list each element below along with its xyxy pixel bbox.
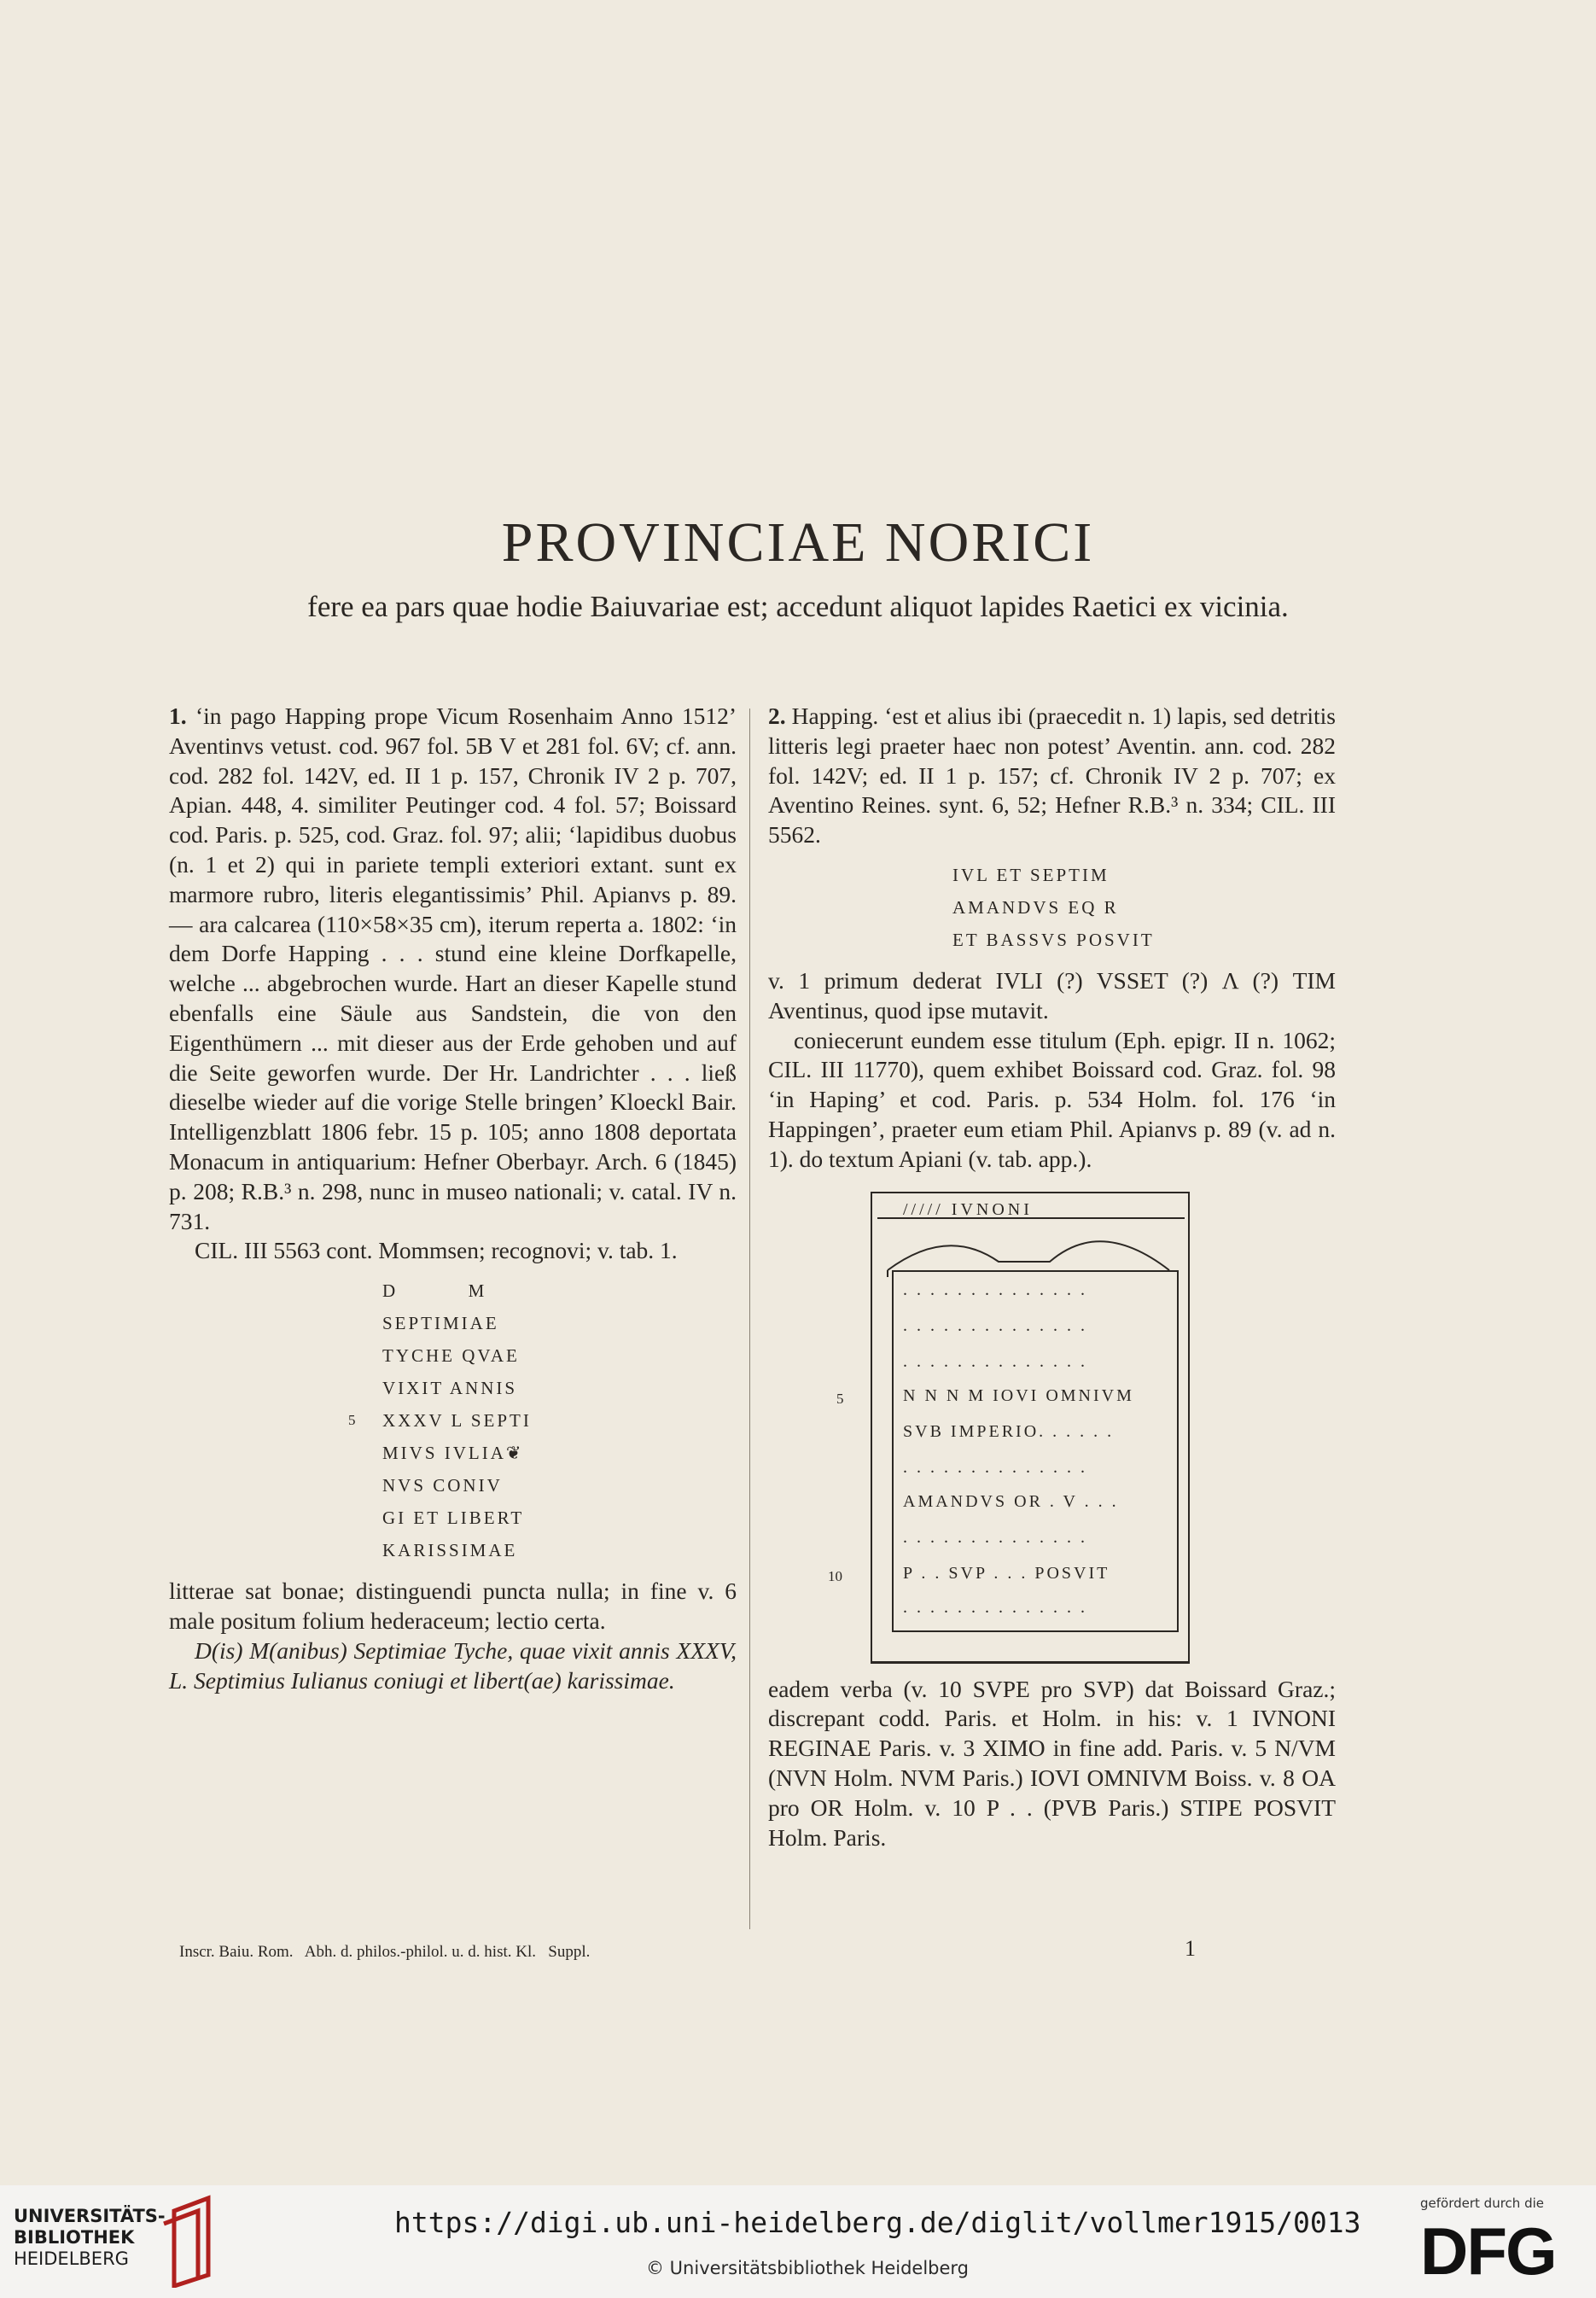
library-name-line-3: HEIDELBERG [14, 2248, 129, 2269]
dfg-logo[interactable]: DFG [1420, 2213, 1556, 2289]
altar-line: . . . . . . . . . . . . . . [903, 1457, 1087, 1477]
entry-1-number: 1. [169, 703, 187, 729]
inscription-2-line: AMANDVS EQ R [952, 896, 1119, 918]
altar-line: P . . SVP . . . POSVIT [903, 1563, 1110, 1583]
permalink-url[interactable]: https://digi.ub.uni-heidelberg.de/diglit/vollmer1915/0013 [394, 2206, 1361, 2239]
inscription-2-line: IVL ET SEPTIM [952, 864, 1110, 885]
altar-sketch [768, 1192, 1336, 1670]
left-column [169, 702, 737, 1695]
entry-2-note: v. 1 primum dederat IVLI (?) VSSET (?) Λ (?) TIM Aventinus, quod ipse mutavit. [768, 966, 1336, 1024]
inscription-1-line: KARISSIMAE [382, 1540, 518, 1561]
inscription-1-line: NVS CONIV [382, 1475, 503, 1496]
inscription-1-line: D M [382, 1280, 487, 1302]
page-subtitle: fere ea pars quae hodie Baiuvariae est; accedunt aliquot lapides Raetici ex vicinia. [307, 590, 1289, 623]
altar-line: SVB IMPERIO. . . . . . [903, 1421, 1115, 1441]
altar-line: . . . . . . . . . . . . . . [903, 1597, 1087, 1617]
entry-2-commentary: coniecerunt eundem esse titulum (Eph. epigr. II n. 1062; CIL. III 11770), quem exhibet Boissard cod. Graz. fol. 98 ‘in Haping’ et cod. Paris. p. 534 Holm. fol. 176 ‘in Happingen’, praeter eum etiam Phil. Apianvs p. 89 (v. ad n. 1). do textum Apiani (v. tab. app.). [768, 1026, 1336, 1172]
entry-1-commentary: litterae sat bonae; distinguendi puncta nulla; in fine v. 6 male positum folium hederaceum; lectio certa. [169, 1578, 737, 1634]
entry-1-transcription: D(is) M(anibus) Septimiae Tyche, quae vixit annis XXXV, L. Septimius Iulianus coniugi et libert(ae) karissimae. [169, 1636, 737, 1694]
altar-line: . . . . . . . . . . . . . . [903, 1315, 1087, 1335]
line-number: 5 [348, 1412, 356, 1429]
inscription-1-line: MIVS IVLIA❦ [382, 1443, 524, 1464]
altar-line: . . . . . . . . . . . . . . [903, 1280, 1087, 1299]
entry-2-text [768, 702, 1336, 850]
inscription-1-line: XXXV L SEPTI [382, 1410, 532, 1432]
entry-2-variants: eadem verba (v. 10 SVPE pro SVP) dat Boissard Graz.; discrepant codd. Paris. et Holm. in his: v. 1 IVNONI REGINAE Paris. v. 3 XIMO in fine add. Paris. v. 5 N/VM (NVN Holm. NVM Paris.) IOVI OMNIVM Boiss. v. 8 OA pro OR Holm. v. 10 P . . (PVB Paris.) STIPE POSVIT Holm. Paris. [768, 1675, 1336, 1851]
entry-1-body: ‘in pago Happing prope Vicum Rosenhaim Anno 1512’ Aventinvs vetust. cod. 967 fol. 5B V et 281 fol. 6V; cf. ann. cod. 282 fol. 142V, ed. II 1 p. 157, Chronik IV 2 p. 707, Apian. 448, 4. similiter Peutinger cod. 4 fol. 57; Boissard cod. Paris. p. 525, cod. Graz. fol. 97; alii; ‘lapidibus duobus (n. 1 et 2) qui in pariete templi exteriori extant. sunt ex marmore rubro, literis elegantissimis’ Phil. Apianvs p. 89. — ara calcarea (110×58×35 cm), iterum reperta a. 1802: ‘in dem Dorfe Happing . . . stund eine kleine Dorfkapelle, welche ... abgebrochen wurde. Hart an dieser Kapelle stund ebenfalls eine Säule aus Sandstein, die von den Eigenthümern ... mit dieser aus der Erde gehoben und auf die Seite geworfen wurde. Der Hr. Landrichter . . . ließ dieselbe wieder auf die vorige Stelle bringen’ Kloeckl Bair. Intelligenzblatt 1806 febr. 15 p. 105; anno 1808 deportata Monacum in antiquarium: Hefner Oberbayr. Arch. 6 (1845) p. 208; R.B.³ n. 298, nunc in museo nationali; v. catal. IV n. 731. [169, 703, 737, 1234]
inscription-1-line-5 [348, 1404, 737, 1437]
inscription-1 [348, 1274, 737, 1566]
library-emblem-icon [157, 2194, 225, 2288]
entry-1-cil: CIL. III 5563 cont. Mommsen; recognovi; v. tab. 1. [195, 1237, 678, 1264]
inscription-1-line: SEPTIMIAE [382, 1313, 499, 1334]
funding-label: gefördert durch die [1420, 2196, 1544, 2211]
column-divider [749, 709, 750, 1929]
inscription-2 [952, 859, 1336, 956]
inscription-1-line: GI ET LIBERT [382, 1508, 525, 1529]
viewer-footer-bar [0, 2185, 1596, 2298]
copyright-notice: © Universitätsbibliothek Heidelberg [646, 2258, 970, 2278]
page-title: PROVINCIAE NORICI [501, 511, 1095, 574]
altar-line: N N N M IOVI OMNIVM [903, 1385, 1134, 1405]
altar-line: . . . . . . . . . . . . . . [903, 1527, 1087, 1547]
altar-line-number: 5 [836, 1390, 844, 1407]
inscription-1-line: VIXIT ANNIS [382, 1378, 518, 1399]
library-name-line-1: UNIVERSITÄTS- [14, 2206, 166, 2226]
right-column [768, 702, 1336, 1852]
inscription-1-line: TYCHE QVAE [382, 1345, 520, 1367]
entry-2-body: Happing. ‘est et alius ibi (praecedit n. 1) lapis, sed detritis litteris legi praeter haec non potest’ Aventin. ann. cod. 282 fol. 142V; ed. II 1 p. 157; cf. Chronik IV 2 p. 707; ex Aventino Reines. synt. 6, 52; Hefner R.B.³ n. 334; CIL. III 5562. [768, 703, 1336, 849]
inscription-2-line: ET BASSVS POSVIT [952, 929, 1155, 950]
page-footer: Inscr. Baiu. Rom. Abh. d. philos.-philol. u. d. hist. Kl. Suppl. [179, 1943, 591, 1961]
altar-top-inscription: ///// IVNONI [903, 1199, 1033, 1219]
altar-line: AMANDVS OR . V . . . [903, 1491, 1119, 1511]
page-number: 1 [1185, 1936, 1196, 1961]
ub-heidelberg-logo[interactable] [14, 2194, 236, 2288]
altar-line-number: 10 [828, 1567, 842, 1584]
entry-2-number: 2. [768, 703, 786, 729]
entry-1-text [169, 702, 737, 1236]
library-name-line-2: BIBLIOTHEK [14, 2227, 135, 2248]
altar-line: . . . . . . . . . . . . . . [903, 1351, 1087, 1371]
library-name [14, 2206, 166, 2270]
